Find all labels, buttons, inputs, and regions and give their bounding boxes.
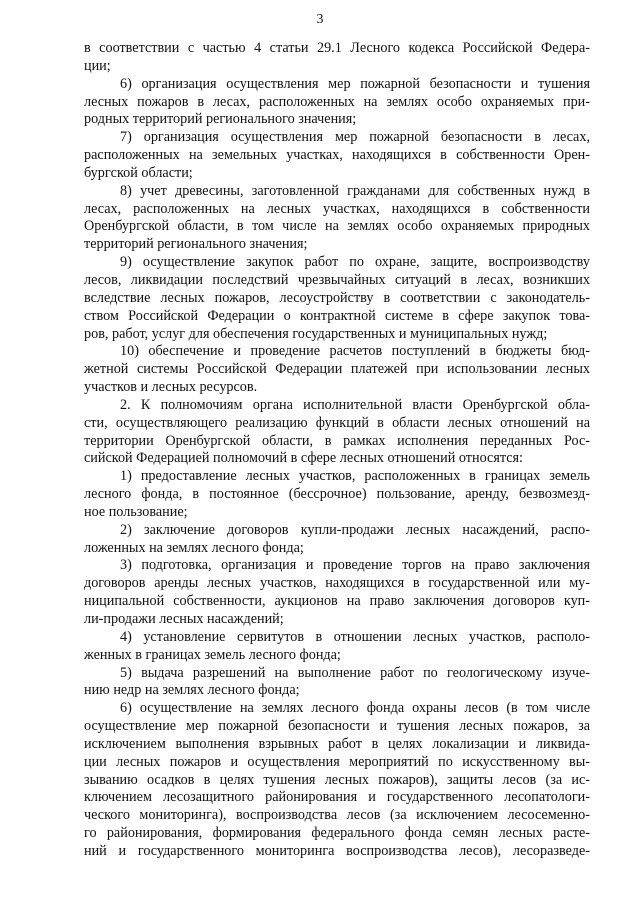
text-line: нию недр на землях лесного фонда; — [84, 682, 300, 699]
text-line: 10) обеспечение и проведение расчетов поступлений в бюджеты бюд- — [120, 343, 590, 360]
text-line: расположенных на земельных участках, находящихся в собственности Орен- — [84, 147, 590, 164]
text-line: 4) установление сервитутов в отношении лесных участков, располо- — [120, 628, 590, 645]
text-line: 2. К полномочиям органа исполнительной власти Оренбургской обла- — [120, 396, 590, 413]
text-line: ции; — [84, 57, 111, 74]
text-line: осуществление мер пожарной безопасности и тушения лесных пожаров, за — [84, 718, 590, 735]
text-line: ниципальной собственности, аукционов на право заключения договоров куп- — [84, 593, 590, 610]
text-line: 9) осуществление закупок работ по охране, защите, воспроизводству — [120, 254, 590, 271]
text-line: ключением лесозащитного районирования и государственного лесопатологи- — [84, 789, 590, 806]
text-line: Оренбургской области, в том числе на землях особо охраняемых природных — [84, 218, 590, 235]
text-line: 6) осуществление на землях лесного фонда охраны лесов (в том числе — [120, 700, 590, 717]
text-line: ции лесных пожаров и осуществления мероприятий по искусственному вы- — [84, 753, 590, 770]
page-number: 3 — [316, 12, 324, 27]
text-line: в соответствии с частью 4 статьи 29.1 Лесного кодекса Российской Федера- — [84, 40, 590, 56]
text-line: родных территорий регионального значения; — [84, 111, 357, 128]
text-line: бургской области; — [84, 164, 193, 181]
text-line: женных в границах земель лесного фонда; — [84, 646, 341, 663]
text-line: территории Оренбургской области, в рамках исполнения переданных Рос- — [84, 432, 590, 449]
text-line: ством Российской Федерации о контрактной системе в сфере закупок това- — [84, 307, 590, 324]
text-line: 1) предоставление лесных участков, расположенных в границах земель — [120, 468, 590, 485]
text-line: лесах, расположенных на лесных участках, находящихся в собственности — [84, 200, 590, 217]
text-line: вследствие лесных пожаров, лесоустройству в соответствии с законодатель- — [84, 289, 590, 306]
text-line: территорий регионального значения; — [84, 236, 308, 253]
text-line: лесов, ликвидации последствий чрезвычайных ситуаций в лесах, возникших — [84, 271, 590, 288]
text-line: жетной системы Российской Федерации платежей при использовании лесных — [84, 361, 590, 378]
text-line: зыванию осадков в целях тушения лесных пожаров), защиты лесов (за ис- — [84, 771, 590, 788]
text-line: го районирования, формирования федерального фонда семян лесных расте- — [84, 825, 590, 842]
text-line: ний и государственного мониторинга воспроизводства лесов), лесоразведе- — [84, 842, 590, 859]
text-line: ложенных на землях лесного фонда; — [84, 539, 304, 556]
text-line: 5) выдача разрешений на выполнение работ по геологическому изуче- — [120, 664, 590, 681]
text-line: ли-продажи лесных насаждений; — [84, 611, 284, 627]
text-line: участков и лесных ресурсов. — [84, 379, 258, 396]
text-line: ров, работ, услуг для обеспечения государственных и муниципальных нужд; — [84, 325, 548, 342]
text-line: исключением выполнения взрывных работ в целях локализации и ликвида- — [84, 735, 590, 752]
text-line: 6) организация осуществления мер пожарной безопасности и тушения — [120, 75, 590, 92]
text-line: сийской Федерацией полномочий в сфере лесных отношений относятся: — [84, 450, 523, 467]
text-line: 7) организация осуществления мер пожарной безопасности в лесах, — [120, 129, 590, 146]
text-line: 3) подготовка, организация и проведение торгов на право заключения — [120, 557, 590, 574]
text-line: ческого мониторинга), воспроизводства лесов (за исключением лесосеменно- — [84, 807, 590, 824]
text-line: ное пользование; — [84, 503, 188, 520]
text-line: лесного фонда, в постоянное (бессрочное) пользование, аренду, безвозмезд- — [84, 486, 590, 503]
text-line: сти, осуществляющего реализацию функций в области лесных отношений на — [84, 414, 590, 431]
document-body — [84, 40, 590, 861]
text-line: лесных пожаров в лесах, расположенных на землях особо охраняемых при- — [84, 93, 590, 110]
text-line: 8) учет древесины, заготовленной гражданами для собственных нужд в — [120, 182, 590, 199]
text-line: договоров аренды лесных участков, находящихся в государственной или му- — [84, 575, 590, 592]
text-line: 2) заключение договоров купли-продажи лесных насаждений, распо- — [120, 521, 590, 538]
